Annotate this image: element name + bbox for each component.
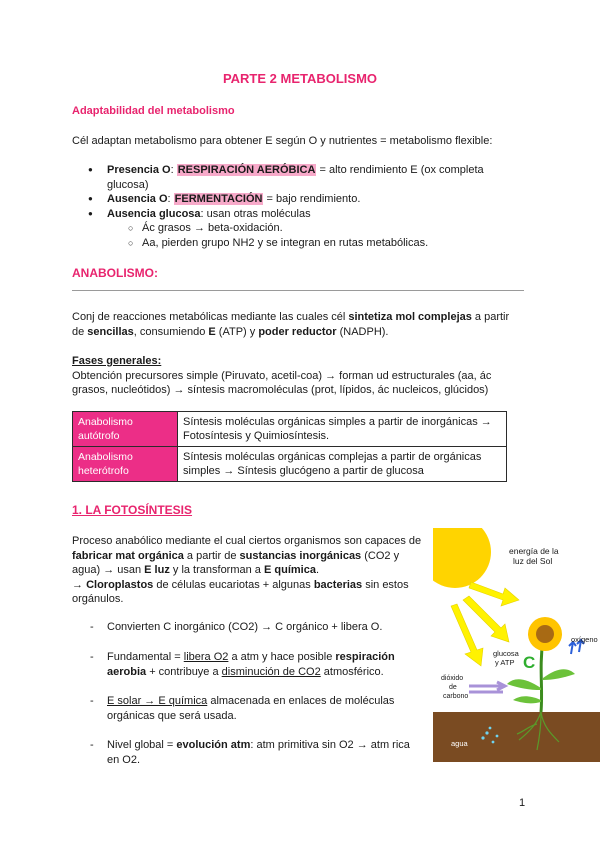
- table-label-cell: Anabolismo heterótrofo: [73, 447, 178, 482]
- sub-list-item: ○ Aa, pierden grupo NH2 y se integran en rutas metabólicas.: [128, 236, 528, 251]
- fotosintesis-list: [90, 620, 430, 635]
- svg-text:carbono: carbono: [443, 693, 469, 700]
- svg-text:de: de: [449, 684, 457, 691]
- fotosintesis-list-2: [90, 650, 430, 679]
- soil: [433, 712, 600, 762]
- co2-arrows-icon: [469, 682, 505, 692]
- table-cell: Síntesis moléculas orgánicas complejas a partir de orgánicas simples → Síntesis glucógeno a partir de glucosa: [178, 447, 507, 482]
- fotosintesis-list-4: [90, 738, 430, 767]
- anabolismo-table: [72, 411, 507, 482]
- page-number: 1: [519, 797, 526, 809]
- divider: [72, 290, 524, 291]
- sub-list-item: ○ Ác grasos → beta-oxidación.: [128, 221, 528, 236]
- table-label-cell: Anabolismo autótrofo: [73, 412, 178, 447]
- list-item: - Convierten C inorgánico (CO2) → C orgánico + libera O.: [90, 620, 430, 635]
- table-row: [73, 447, 507, 482]
- anabolismo-paragraph: Conj de reacciones metabólicas mediante las cuales cél sintetiza mol complejas a partir de sencillas, consumiendo E (ATP) y poder reductor (NADPH).: [72, 311, 510, 338]
- section-heading-fotosintesis: 1. LA FOTOSÍNTESIS: [72, 503, 193, 517]
- fotosintesis-list-3: [90, 694, 430, 723]
- svg-text:agua: agua: [451, 739, 468, 748]
- flower-icon: [528, 617, 562, 651]
- list-item: ● Ausencia glucosa: usan otras moléculas: [88, 207, 528, 222]
- svg-text:dióxido: dióxido: [441, 675, 464, 682]
- svg-text:oxígeno: oxígeno: [571, 635, 598, 644]
- svg-text:y ATP: y ATP: [495, 658, 515, 667]
- list-item: ● Ausencia O: FERMENTACIÓN = bajo rendimiento.: [88, 192, 528, 207]
- section-heading-anabolismo: ANABOLISMO:: [72, 266, 158, 280]
- fotosintesis-paragraph: Proceso anabólico mediante el cual ciertos organismos son capaces de fabricar mat orgánica a partir de sustancias inorgánicas (CO2 y agua) → usan E luz y la transforman a E química. → Cloroplastos de células eucariotas + algunas bacterias sin estos orgánulos.: [72, 535, 422, 606]
- list-item: - E solar → E química almacenada en enlaces de moléculas orgánicas que será usada.: [90, 694, 430, 723]
- section-heading-adaptabilidad: Adaptabilidad del metabolismo: [72, 105, 235, 117]
- fases-heading: Fases generales:: [72, 355, 162, 367]
- photosynthesis-figure: [433, 528, 600, 762]
- page-title: PARTE 2 METABOLISMO: [222, 71, 378, 86]
- adapt-intro: Cél adaptan metabolismo para obtener E según O y nutrientes = metabolismo flexible:: [72, 135, 493, 147]
- table-cell: Síntesis moléculas orgánicas simples a partir de inorgánicas → Fotosíntesis y Quimiosíntesis.: [178, 412, 507, 447]
- table-row: [73, 412, 507, 447]
- svg-text:glucosa: glucosa: [493, 649, 519, 658]
- list-item: ● Presencia O: RESPIRACIÓN AERÓBICA = alto rendimiento E (ox completa glucosa): [88, 163, 528, 192]
- svg-text:luz del Sol: luz del Sol: [513, 556, 553, 566]
- list-item: - Fundamental = libera O2 a atm y hace posible respiración aerobia + contribuye a disminución de CO2 atmosférico.: [90, 650, 430, 679]
- carbon-symbol: C: [523, 653, 536, 672]
- fases-block: Fases generales: Obtención precursores simple (Piruvato, acetil-coa) → forman ud estructurales (aa, ác grasos, nucleótidos) → síntesis macromoléculas (prot, lípidos, ác nucleicos, glúcidos): [72, 355, 492, 397]
- svg-text:energía de la: energía de la: [509, 546, 559, 556]
- sun-icon: [433, 528, 491, 588]
- adapt-list: [88, 163, 528, 251]
- list-item: - Nivel global = evolución atm: atm primitiva sin O2 → atm rica en O2.: [90, 738, 430, 767]
